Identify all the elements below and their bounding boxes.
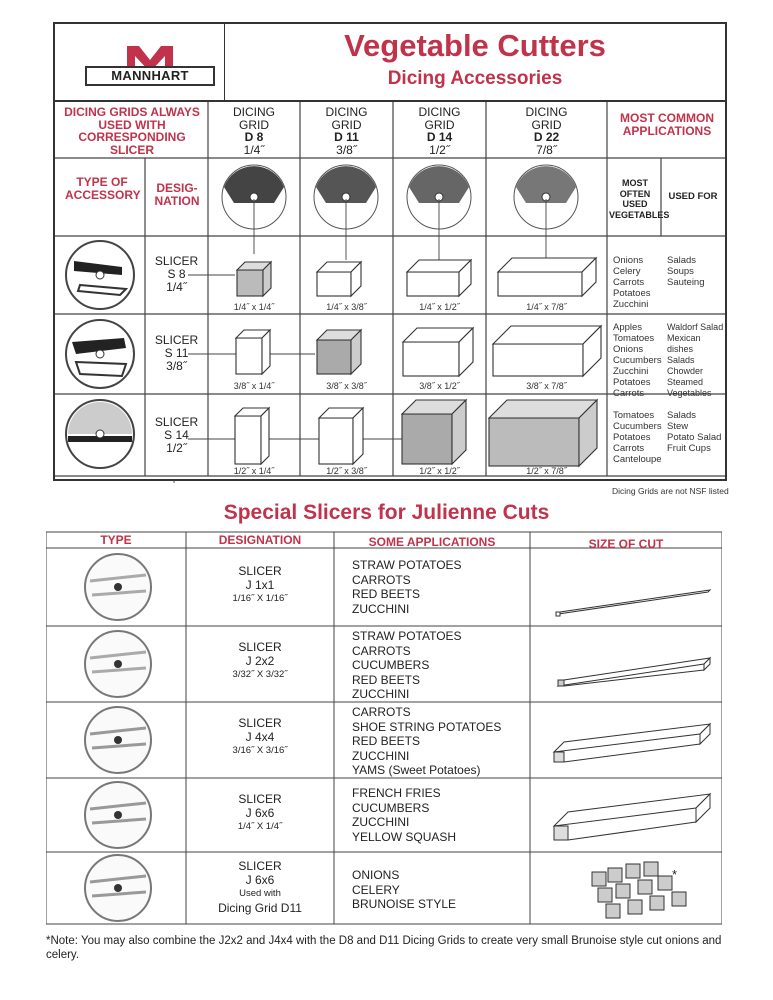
stick-1x1 — [556, 590, 710, 616]
dim-label: 1/2˝ x 1/2˝ — [419, 466, 460, 476]
veg-list-s14: Tomatoes Cucumbers Potatoes Carrots Canteloupe — [613, 410, 662, 465]
slicer-s8-designation: SLICER S 8 1/4˝ — [154, 254, 199, 294]
julienne-j1x1-designation: SLICER J 1x1 1/16˝ X 1/16˝ — [232, 564, 288, 604]
dim-label: 3/8˝ x 3/8˝ — [326, 381, 367, 391]
page-subtitle: Dicing Accessories — [387, 68, 563, 89]
julienne-apps-j1x1: STRAW POTATOES CARROTS RED BEETS ZUCCHINI — [352, 558, 462, 616]
grid-header-d11: DICING GRID D 11 3/8˝ — [325, 105, 368, 157]
julienne-apps-j6x6: FRENCH FRIES CUCUMBERS ZUCCHINI YELLOW SQUASH — [352, 786, 457, 844]
slicer-s14-designation: SLICER S 14 1/2˝ — [154, 415, 199, 455]
julienne-j6x6-designation: SLICER J 6x6 1/4˝ X 1/4˝ — [237, 792, 283, 832]
julienne-j6x6-d11-designation: SLICER J 6x6 Used with Dicing Grid D11 — [218, 859, 302, 915]
apps-header: MOST COMMON APPLICATIONS — [620, 111, 714, 138]
dim-label: 1/2˝ x 1/4˝ — [233, 466, 275, 476]
julienne-disc-images — [85, 554, 151, 921]
nsf-note: Dicing Grids are not NSF listed — [612, 486, 729, 496]
uses-list-s8: Salads Soups Sauteing — [667, 255, 705, 288]
grid-header-d22: DICING GRID D 22 7/8˝ — [525, 105, 568, 157]
logo-text: MANNHART — [85, 66, 215, 86]
dicing-note: DICING GRIDS ALWAYS USED WITH CORRESPONDING SLICER — [64, 105, 200, 157]
footnote: *Note: You may also combine the J2x2 and J4x4 with the D8 and D11 Dicing Grids to create very small Brunoise style cut onions and celery. — [46, 935, 722, 961]
special-slicers-title: Special Slicers for Julienne Cuts — [223, 501, 550, 524]
slicer-s11-designation: SLICER S 11 3/8˝ — [154, 333, 199, 373]
dim-label: 1/4˝ x 7/8˝ — [526, 302, 567, 312]
dim-label: 1/2˝ x 3/8˝ — [326, 466, 367, 476]
col-type: TYPE — [100, 533, 132, 547]
stick-4x4 — [554, 724, 710, 762]
grid-header-d8: DICING GRID D 8 1/4˝ — [233, 105, 275, 157]
type-header: TYPE OF ACCESSORY — [65, 175, 141, 202]
most-often-header: MOST OFTEN USED VEGETABLES — [609, 178, 670, 220]
dim-label: 1/4˝ x 3/8˝ — [326, 302, 367, 312]
page-title: Vegetable Cutters — [344, 28, 606, 63]
dicing-grid-images — [222, 165, 578, 229]
dicing-table — [53, 22, 727, 481]
asterisk-mark: * — [672, 867, 678, 882]
julienne-apps-brunoise: ONIONS CELERY BRUNOISE STYLE — [352, 868, 457, 911]
stick-6x6 — [554, 794, 710, 840]
dim-label: 3/8˝ x 7/8˝ — [526, 381, 567, 391]
dim-label: 3/8˝ x 1/4˝ — [233, 381, 275, 391]
cut-size-images — [554, 590, 710, 918]
dim-label: 1/2˝ x 7/8˝ — [526, 466, 567, 476]
julienne-j2x2-designation: SLICER J 2x2 3/32˝ X 3/32˝ — [232, 640, 288, 680]
designation-header: DESIG- NATION — [154, 181, 200, 208]
stick-2x2 — [558, 658, 710, 686]
julienne-apps-j2x2: STRAW POTATOES CARROTS CUCUMBERS RED BEETS ZUCCHINI — [352, 629, 462, 701]
col-applications: SOME APPLICATIONS — [368, 535, 496, 549]
veg-list-s8: Onions Celery Carrots Potatoes Zucchini — [613, 255, 651, 310]
slicer-images — [66, 241, 134, 468]
dim-label: 3/8˝ x 1/2˝ — [419, 381, 460, 391]
dim-label: 1/4˝ x 1/4˝ — [233, 302, 275, 312]
julienne-apps-j4x4: CARROTS SHOE STRING POTATOES RED BEETS ZUCCHINI YAMS (Sweet Potatoes) — [352, 705, 502, 777]
julienne-j4x4-designation: SLICER J 4x4 3/16˝ X 3/16˝ — [232, 716, 288, 756]
used-for-header: USED FOR — [668, 191, 718, 202]
uses-list-s11: Waldorf Salad Mexican dishes Salads Chowder Steamed Vegetables — [667, 322, 724, 398]
col-size-of-cut: SIZE OF CUT — [588, 537, 664, 551]
col-designation: DESIGNATION — [218, 533, 302, 547]
grid-header-d14: DICING GRID D 14 1/2˝ — [418, 105, 461, 157]
dim-label: 1/4˝ x 1/2˝ — [419, 302, 460, 312]
julienne-table — [46, 528, 722, 928]
uses-list-s14: Salads Stew Potato Salad Fruit Cups — [667, 410, 722, 454]
veg-list-s11: Apples Tomatoes Onions Cucumbers Zucchini Potatoes Carrots — [613, 322, 662, 399]
